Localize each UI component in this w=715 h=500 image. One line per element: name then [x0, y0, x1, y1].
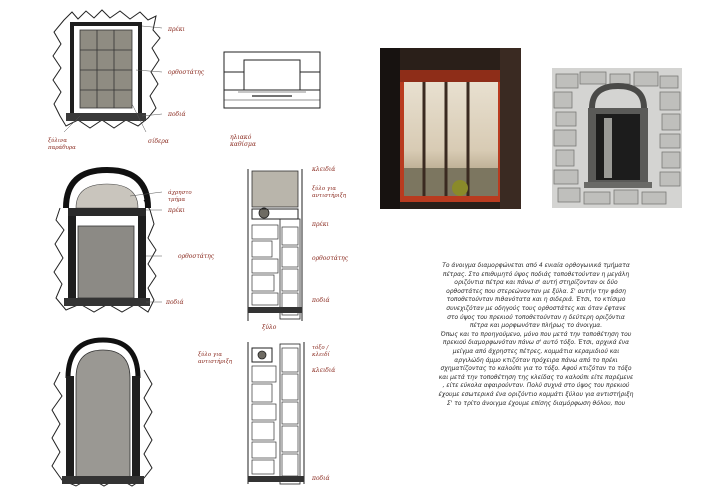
description-line: Το άνοιγμα διαμορφώνεται από 4 ενιαία ορθογωνικά τμήματα: [442, 262, 630, 269]
description-line: , είτε εύκολα αφαιρούνταν. Πολύ συχνά στο ύψος του πρεκιού: [442, 382, 630, 390]
window-1-elevation-drawing: [50, 8, 165, 138]
label-orthostatis-3: ορθοστάτης: [312, 255, 349, 262]
label-orthostatis-2: ορθοστάτης: [178, 253, 215, 260]
photo-barred-window: [380, 48, 521, 209]
description-line: Σ' το τρίτο άνοιγμα έχουμε επίσης διαμόρφωση θόλου, που: [446, 399, 626, 407]
description-line: πέτρας. Στο επιθυμητό ύψος ποδιάς τοποθετούνταν η μεγάλη: [442, 270, 630, 278]
label-bottom-caption: ξύλο: [262, 324, 277, 331]
label-podia-3: ποδιά: [312, 297, 330, 304]
label-toxoteio: τόξο / κλειδί: [312, 345, 330, 358]
description-line: και μετά την τοποθέτηση της κλείδας το καλούπι είτε παρέμενε: [438, 373, 634, 381]
description-line: τοποθετούνταν πιθανότατα και η σιδεριά. Έτσι, το κτίσιμο: [446, 296, 626, 304]
window-3-section-drawing: [244, 338, 308, 488]
label-podia-4: ποδιά: [312, 475, 330, 482]
label-axrisoto-tmima: άχρηστο τμήμα: [168, 190, 192, 203]
window-1-plan-drawing: [222, 50, 322, 112]
label-kleida-1: κλειδιά: [312, 166, 336, 173]
label-podia-2: ποδιά: [166, 299, 184, 306]
label-xylina-paraththyra: ξύλινα παράθυρα: [48, 138, 76, 151]
description-line: αργιλώδη άμμο κτιζόταν πρόχειρα πάνω από το πρέκι: [454, 356, 618, 364]
label-xylo-antistirixi-2: ξύλο για αντιστήριξη: [198, 352, 233, 365]
label-kleida-2: κλειδιά: [312, 367, 336, 374]
window-2-section-drawing: [244, 165, 306, 325]
photo-stone-wall-opening: [552, 68, 682, 208]
window-3-elevation-drawing: [48, 330, 158, 495]
description-line: Όπως και το προηγούμενο, μόνο που μετά την τοποθέτηση του: [440, 330, 632, 338]
description-line: στο ύψος του πρεκιού τοποθετούνταν η δεύτερη οριζόντια: [447, 313, 625, 321]
photo-stone-wall-opening-image: [552, 68, 682, 208]
description-line: οριζόντια πέτρα και πάνω σ' αυτή στηρίζονταν οι δύο: [454, 279, 618, 287]
description-line: πρεκιού διαμορφωνόταν πάνω σ' αυτό τόξο. Έτσι, αρχικά ένα: [442, 339, 630, 347]
label-xylo-antistirixi-1: ξύλο για αντιστήριξη: [312, 186, 347, 199]
window-2-elevation-drawing: [50, 160, 165, 320]
description-line: ορθοστάτες που στερεώνονταν με ξύλα. Σ' αυτήν την φάση: [446, 287, 626, 295]
photo-barred-window-image: [380, 48, 521, 209]
description-line: έχουμε εσωτερικά ένα οριζόντιο κομμάτι ξύλου για αντιστήριξη: [438, 390, 634, 398]
label-preki-1: πρέκι: [168, 26, 185, 33]
description-line: συνεχιζόταν με οδηγούς τους ορθοστάτες και όταν έφτανε: [446, 304, 626, 312]
description-line: πέτρα και μορφωνόταν πλήρως το άνοιγμα.: [469, 322, 603, 330]
label-sideria: σίδερα: [148, 138, 169, 145]
label-orthostatis-1: ορθοστάτης: [168, 69, 205, 76]
label-iliako-kathisma: ηλιακό καθίσμα: [230, 134, 256, 148]
description-line: σχηματίζοντας το καλούπι για το τόξο. Αφού κτιζόταν το τόξο: [440, 365, 632, 373]
label-preki-2: πρέκι: [168, 207, 185, 214]
description-text-block: [424, 262, 648, 408]
label-preki-3: πρέκι: [312, 221, 329, 228]
description-line: μείγμα από άχρηστες πέτρες, κομμάτια κεραμιδιού και: [452, 347, 620, 355]
label-podia-1: ποδιά: [168, 111, 186, 118]
